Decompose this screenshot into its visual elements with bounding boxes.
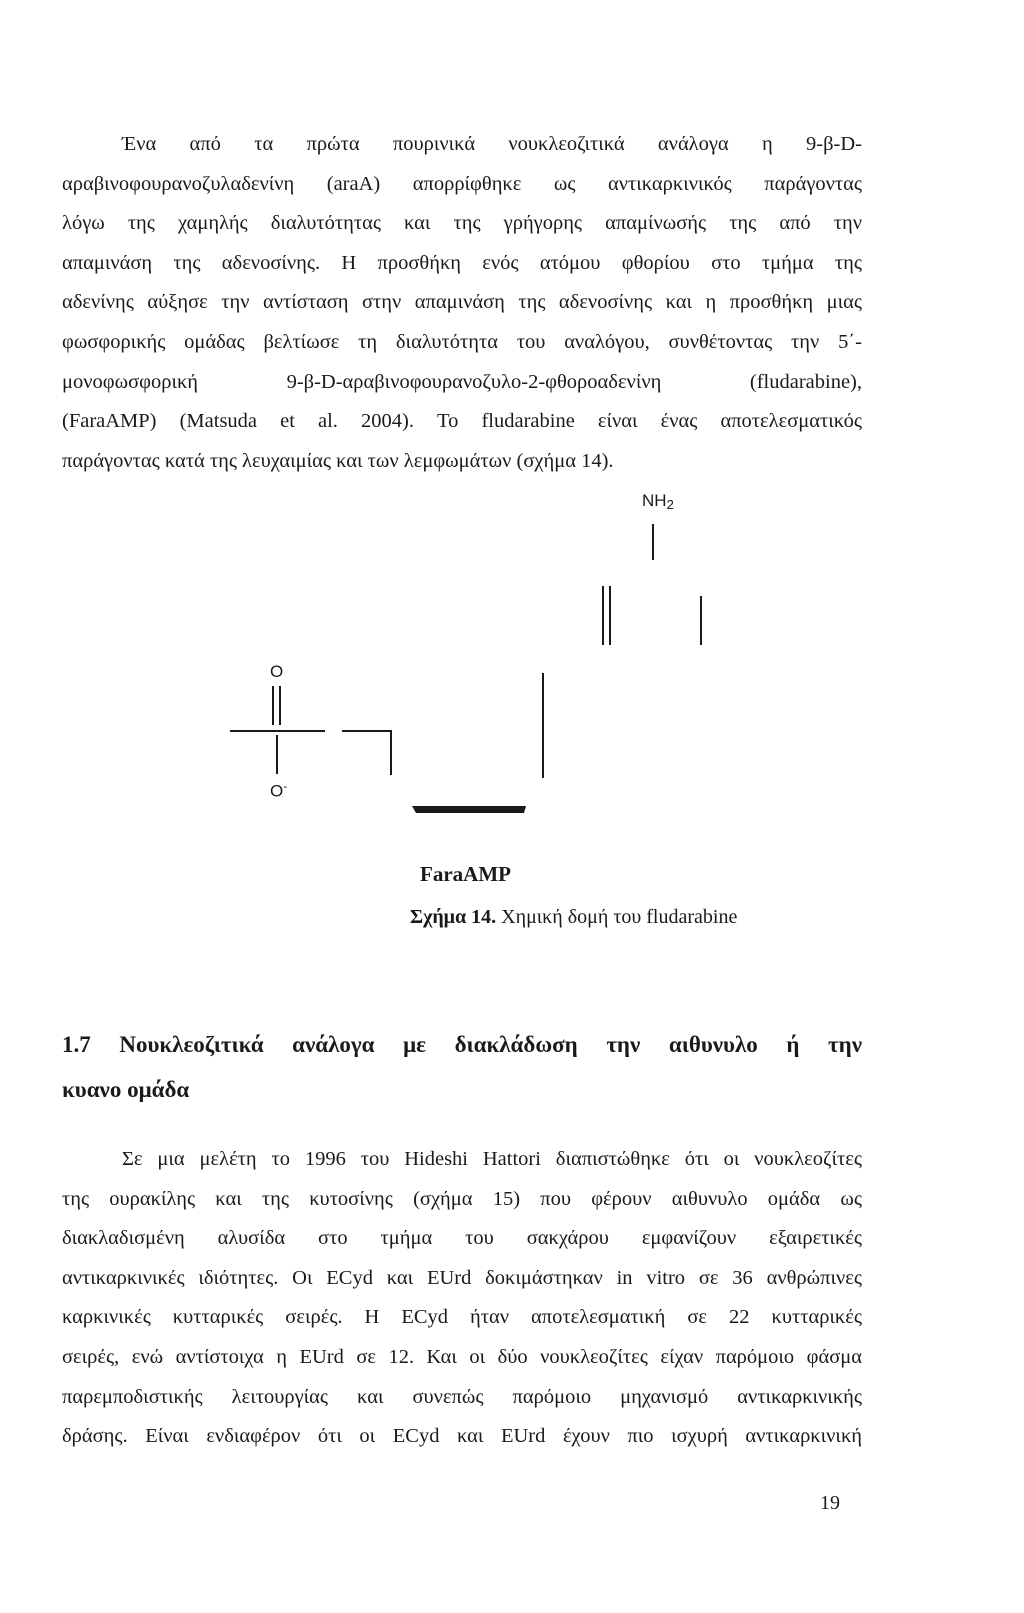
figure-caption-prefix: Σχήμα 14. [410, 906, 497, 928]
paragraph-line: (FaraAMP) (Matsuda et al. 2004). Το fludarabine είναι ένας αποτελεσματικός [62, 410, 862, 433]
paragraph-line: Σε μια μελέτη το 1996 του Hideshi Hattori διαπιστώθηκε ότι οι νουκλεοζίτες [122, 1148, 862, 1170]
paragraph-line: αδενίνης αύξησε την αντίσταση στην απαμινάση της αδενοσίνης και η προσθήκη μιας [62, 291, 862, 314]
oxygen-minus-label: O- [270, 779, 288, 801]
chemical-structure-figure [0, 485, 1024, 845]
paragraph-line: Ένα από τα πρώτα πουρινικά νουκλεοζιτικά ανάλογα η 9-β-D- [122, 133, 862, 155]
heading-line: κυανο ομάδα [62, 1077, 190, 1102]
figure-caption-text: Χημική δομή του fludarabine [501, 906, 738, 928]
figure-name: FaraAMP [420, 862, 511, 886]
paragraph-line: λόγω της χαμηλής διαλυτότητας και της γρήγορης απαμίνωσής της από την [62, 212, 862, 235]
paragraph-line: παρεμποδιστικής λειτουργίας και συνεπώς παρόμοιο μηχανισμό αντικαρκινικής [62, 1385, 862, 1408]
paragraph-line: αραβινοφουρανοζυλαδενίνη (araA) απορρίφθηκε ως αντικαρκινικός παράγοντας [62, 172, 862, 195]
paragraph-line: αντικαρκινικές ιδιότητες. Οι ECyd και EUrd δοκιμάστηκαν in vitro σε 36 ανθρώπινες [62, 1266, 862, 1289]
paragraph-line: απαμινάση της αδενοσίνης. Η προσθήκη ενός ατόμου φθορίου στο τμήμα της [62, 251, 862, 274]
paragraph-line: της ουρακίλης και της κυτοσίνης (σχήμα 15) που φέρουν αιθυνυλο ομάδα ως [62, 1187, 862, 1210]
paragraph-line: φωσφορικής ομάδας βελτίωσε τη διαλυτότητα του αναλόγου, συνθέτοντας την 5΄- [62, 330, 862, 353]
paragraph-line: σειρές, ενώ αντίστοιχα η EUrd σε 12. Και οι δύο νουκλεοζίτες είχαν παρόμοιο φάσμα [62, 1345, 862, 1368]
paragraph-line: διακλαδισμένη αλυσίδα στο τμήμα του σακχάρου εμφανίζουν εξαιρετικές [62, 1227, 862, 1250]
figure-caption [410, 906, 810, 929]
paragraph-line: παράγοντας κατά της λευχαιμίας και των λεμφωμάτων (σχήμα 14). [62, 449, 614, 472]
paragraph-line: μονοφωσφορική 9-β-D-αραβινοφουρανοζυλο-2-φθοροαδενίνη (fludarabine), [62, 370, 862, 393]
linker-bond [342, 731, 391, 775]
page-number: 19 [820, 1492, 840, 1514]
paragraph-line: δράσης. Είναι ενδιαφέρον ότι οι ECyd και EUrd έχουν πιο ισχυρή αντικαρκινική [62, 1425, 862, 1448]
section-heading [62, 1022, 862, 1112]
intro-paragraph [62, 125, 862, 481]
structure-bonds [0, 485, 1024, 845]
oxygen-label: O [270, 662, 284, 681]
sugar-bold-bond [412, 806, 526, 813]
nh2-label: $NH_2$ [642, 491, 674, 512]
study-paragraph [62, 1140, 862, 1457]
heading-line: 1.7 Νουκλεοζιτικά ανάλογα με διακλάδωση την αιθυνυλο ή την [62, 1032, 862, 1057]
paragraph-line: καρκινικές κυτταρικές σειρές. Η ECyd ήταν αποτελεσματική σε 22 κυτταρικές [62, 1306, 862, 1329]
